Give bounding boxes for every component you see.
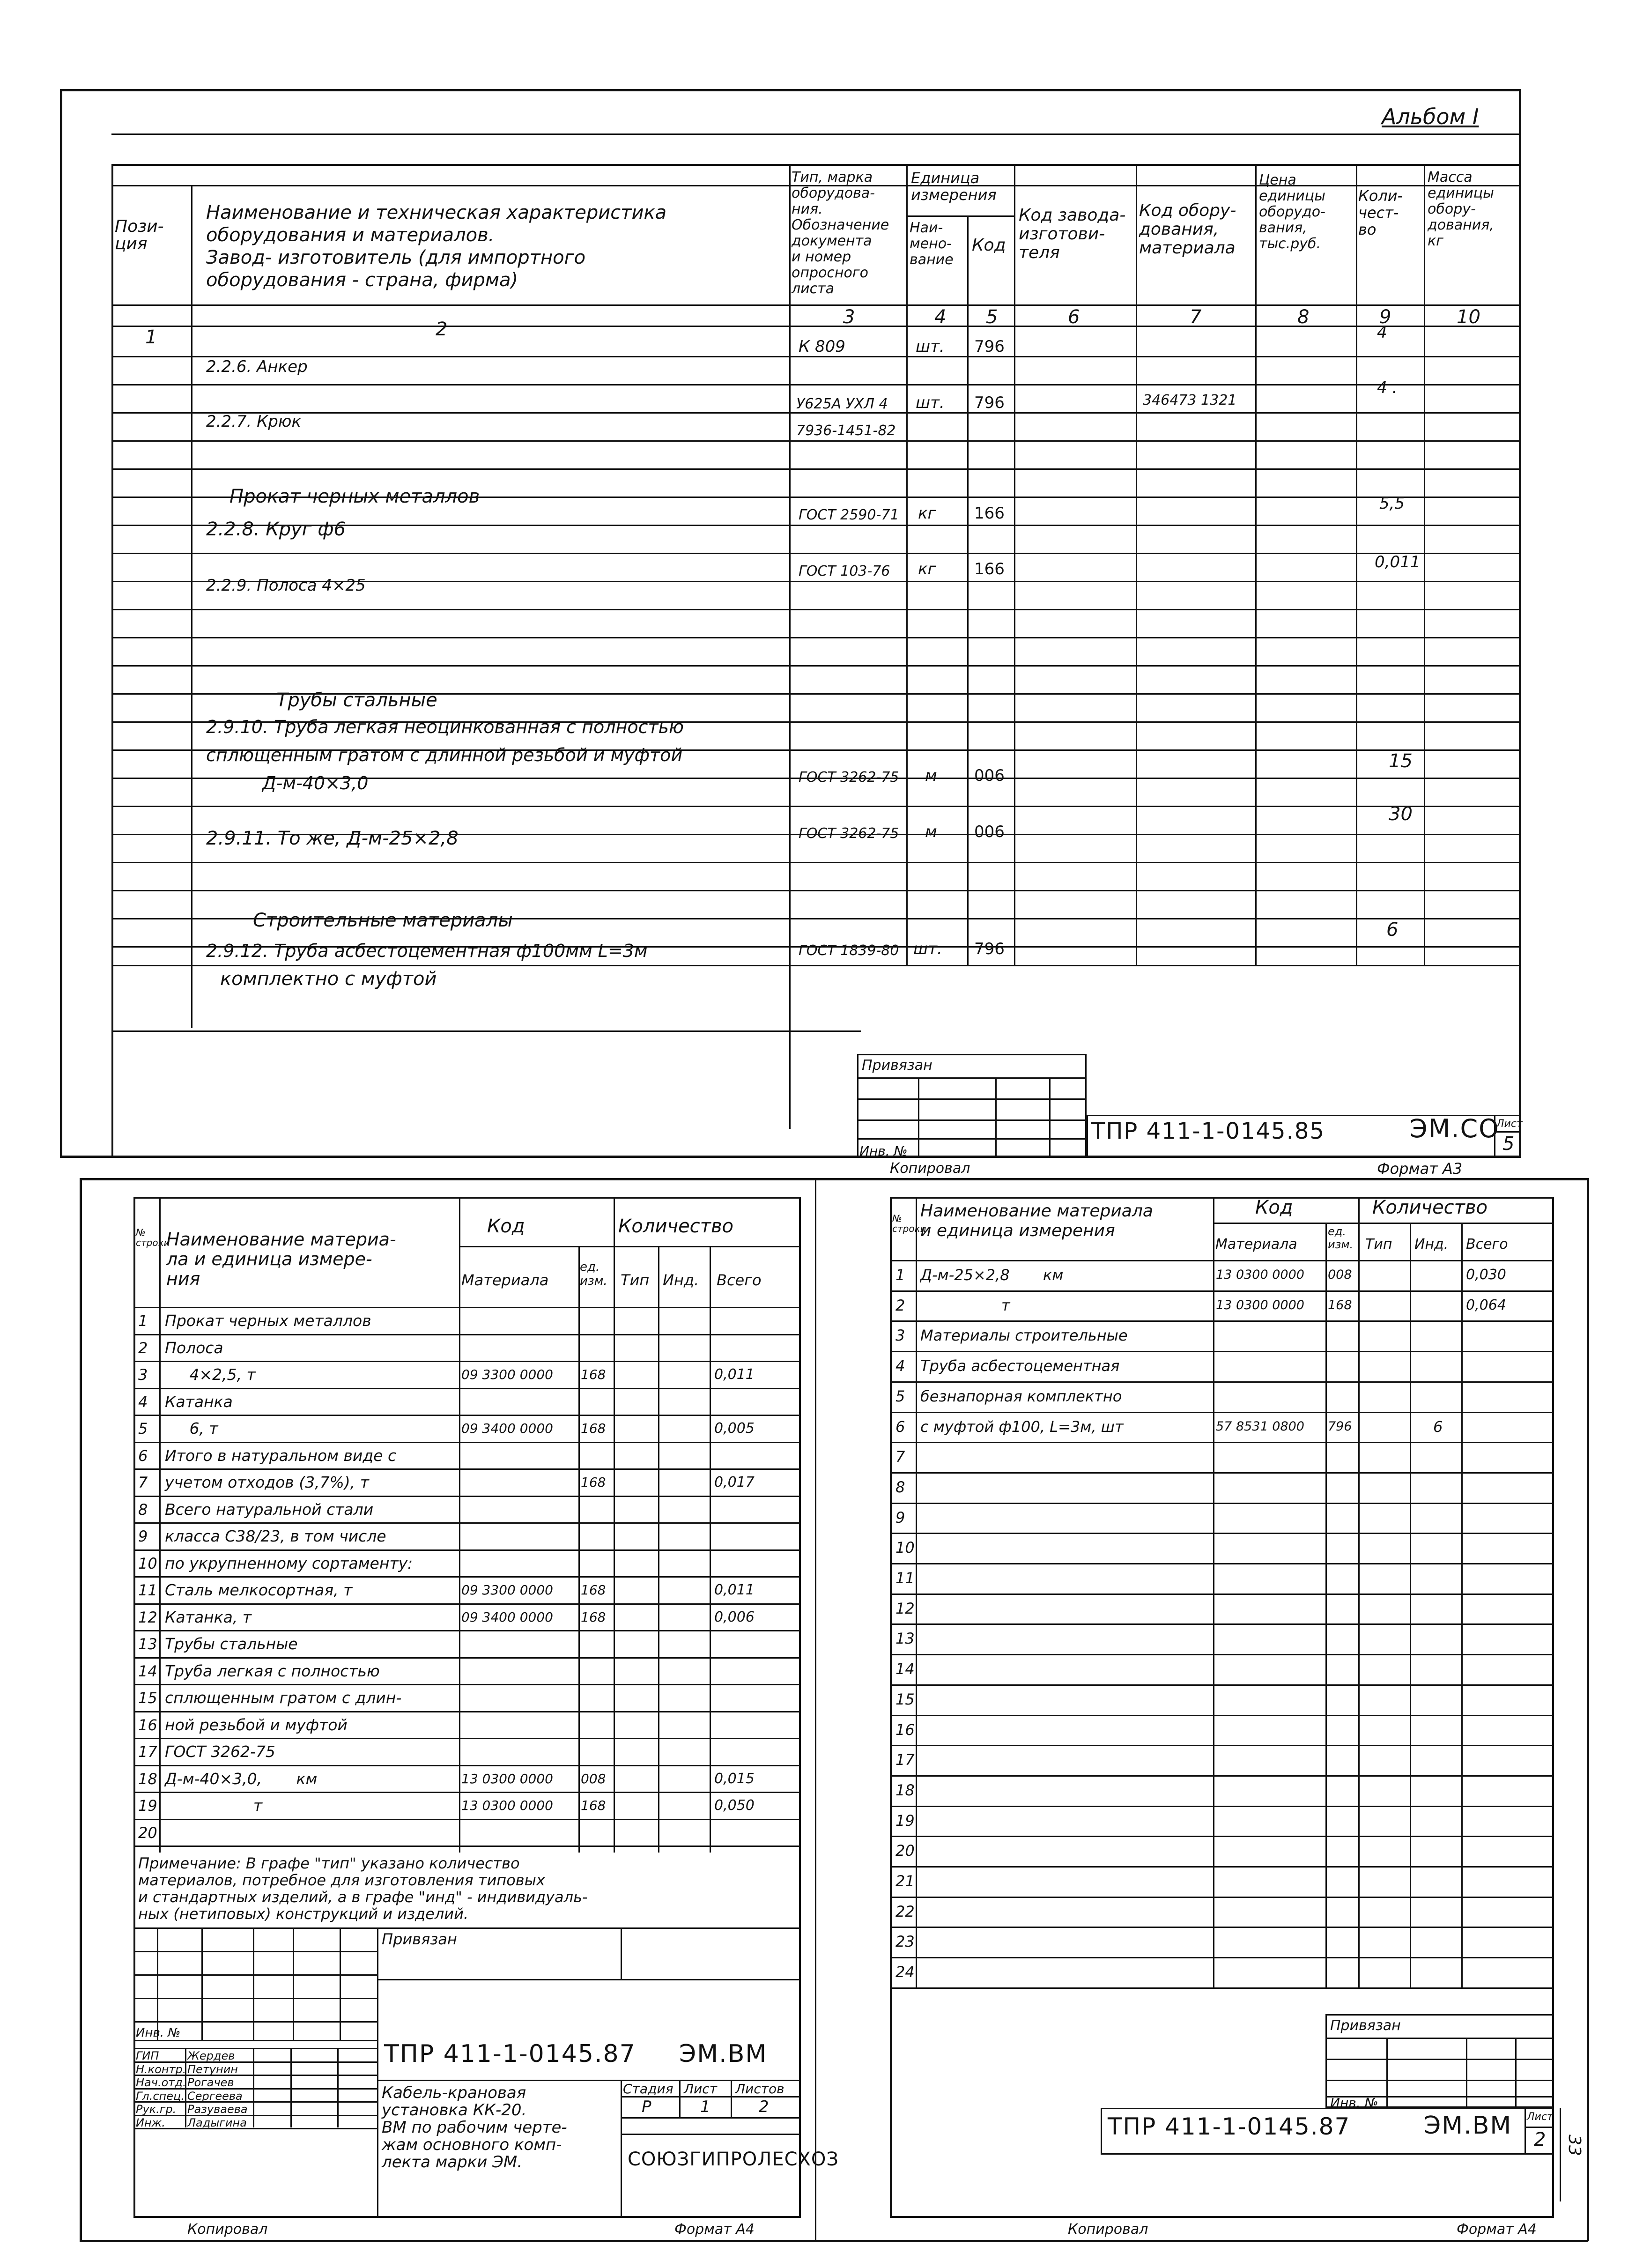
left-row-name: 6, т xyxy=(165,1419,218,1438)
left-row-num: 7 xyxy=(138,1474,148,1491)
right-row-num: 16 xyxy=(896,1720,915,1739)
left-row-divider xyxy=(133,1711,801,1712)
right-inv: Инв. № xyxy=(1330,2095,1378,2111)
top-doc-code: ТПР 411-1-0145.85 xyxy=(1091,1118,1325,1144)
top-row-5-type: ГОСТ 103-76 xyxy=(799,563,890,579)
left-row-divider xyxy=(133,1765,801,1766)
left-row-divider xyxy=(133,1361,801,1362)
right-row-divider xyxy=(890,1442,1554,1443)
top-row-11-qty: 6 xyxy=(1386,919,1399,941)
colnum-5: 5 xyxy=(986,306,998,328)
left-row-num: 6 xyxy=(138,1446,148,1465)
right-row-divider xyxy=(890,1623,1554,1625)
right-row-num: 7 xyxy=(896,1448,905,1466)
top-row-11-name: Строительные материалы xyxy=(253,910,513,931)
left-doc-code: ТПР 411-1-0145.87 xyxy=(384,2040,636,2068)
left-row-total: 0,006 xyxy=(714,1608,755,1625)
right-row-divider xyxy=(890,1715,1554,1716)
left-row-num: 20 xyxy=(138,1823,157,1842)
left-row-name: 4×2,5, т xyxy=(165,1365,256,1384)
right-row-qty: 6 xyxy=(1433,1417,1443,1436)
colnum-6: 6 xyxy=(1068,306,1080,328)
left-row-num: 9 xyxy=(138,1527,148,1545)
left-privyazan: Привязан xyxy=(382,1930,457,1948)
staff-name: Рогачев xyxy=(187,2076,234,2089)
right-row-name: т xyxy=(920,1296,1010,1314)
left-row-name: ГОСТ 3262-75 xyxy=(165,1742,275,1761)
right-row-num: 13 xyxy=(896,1630,915,1648)
left-row-name: учетом отходов (3,7%), т xyxy=(165,1473,369,1491)
top-privyazan: Привязан xyxy=(862,1057,933,1074)
left-row-num: 3 xyxy=(138,1366,148,1384)
top-doc-mark: ЭМ.СО xyxy=(1410,1114,1500,1143)
top-row-9-name: Д-м-40×3,0 xyxy=(262,773,369,793)
left-row-total: 0,005 xyxy=(714,1420,755,1437)
left-row-total: 0,011 xyxy=(714,1582,755,1598)
left-hdr-total: Всего xyxy=(717,1271,762,1289)
right-row-num: 19 xyxy=(896,1811,915,1830)
right-hdr-unit: ед. изм. xyxy=(1328,1225,1354,1251)
right-row-divider xyxy=(890,1897,1554,1898)
left-stage-label: Стадия xyxy=(623,2081,673,2097)
left-format: Формат А4 xyxy=(674,2221,755,2238)
left-row-total: 0,011 xyxy=(714,1366,755,1383)
left-row-num: 2 xyxy=(138,1339,148,1357)
top-row-1-code: 796 xyxy=(974,337,1005,356)
staff-role: Гл.спец. xyxy=(136,2089,185,2103)
right-row-num: 6 xyxy=(896,1417,905,1436)
top-row-10-type: ГОСТ 3262-75 xyxy=(799,825,899,842)
colnum-4: 4 xyxy=(934,306,947,328)
left-row-name: Катанка, т xyxy=(165,1608,252,1626)
staff-role: Инж. xyxy=(136,2116,165,2129)
top-row-1-name: 2.2.6. Анкер xyxy=(206,357,308,376)
left-sheets: 2 xyxy=(759,2098,769,2116)
right-row-divider xyxy=(890,1987,1554,1989)
top-row-1-type: К 809 xyxy=(799,337,845,356)
staff-name: Петунин xyxy=(187,2062,238,2076)
staff-role: Нач.отд. xyxy=(136,2076,186,2089)
left-row-code: 13 0300 0000 xyxy=(461,1798,553,1813)
right-doc-mark: ЭМ.ВМ xyxy=(1424,2112,1512,2140)
hdr-unit-name: Наи- мено- вание xyxy=(910,220,954,268)
left-row-divider xyxy=(133,1468,801,1470)
left-row-code: 09 3300 0000 xyxy=(461,1367,553,1382)
right-format: Формат А4 xyxy=(1457,2221,1537,2238)
colnum-10: 10 xyxy=(1457,306,1480,328)
right-row-num: 24 xyxy=(896,1963,915,1981)
left-row-num: 1 xyxy=(138,1312,148,1330)
left-row-num: 19 xyxy=(138,1797,157,1815)
right-row-num: 21 xyxy=(896,1872,915,1890)
right-row-divider xyxy=(890,1594,1554,1595)
staff-role: Н.контр. xyxy=(136,2062,186,2076)
right-row-num: 4 xyxy=(896,1357,905,1375)
right-row-total: 0,030 xyxy=(1466,1267,1506,1283)
right-row-num: 17 xyxy=(896,1751,915,1769)
top-row-9-unit: м xyxy=(925,766,937,785)
top-row-3-name: Прокат черных металлов xyxy=(229,486,480,507)
right-row-divider xyxy=(890,1806,1554,1807)
left-hdr-ind: Инд. xyxy=(663,1271,699,1289)
colnum-8: 8 xyxy=(1297,306,1310,328)
left-row-unit: 168 xyxy=(581,1421,606,1436)
right-row-num: 8 xyxy=(896,1478,905,1496)
left-row-divider xyxy=(133,1738,801,1739)
right-row-divider xyxy=(890,1957,1554,1958)
top-sheet-label: Лист xyxy=(1496,1118,1523,1130)
staff-divider xyxy=(133,2128,377,2129)
left-title: Кабель-крановая установка КК-20. ВМ по рабочим черте- жам основного комп- лекта марки ЭМ. xyxy=(382,2083,567,2172)
right-row-unit: 008 xyxy=(1328,1267,1352,1282)
right-row-divider xyxy=(890,1836,1554,1837)
hdr-unit-group: Единица измерения xyxy=(911,169,997,204)
hdr-equip-code: Код обору- дования, материала xyxy=(1139,201,1236,258)
left-sheets-label: Листов xyxy=(735,2081,784,2097)
right-row-divider xyxy=(890,1472,1554,1474)
left-row-name: ной резьбой и муфтой xyxy=(165,1715,348,1734)
top-row-12-unit: шт. xyxy=(913,940,942,958)
right-hdr-material: Материала xyxy=(1215,1236,1297,1253)
top-row-5-unit: кг xyxy=(918,560,936,578)
left-copied: Копировал xyxy=(187,2221,268,2238)
top-row-12-name: 2.9.12. Труба асбестоцементная ф100мм L=3м xyxy=(206,941,648,961)
right-row-total: 0,064 xyxy=(1466,1297,1506,1313)
top-row-8-qty: 15 xyxy=(1389,750,1413,772)
right-row-name: Труба асбестоцементная xyxy=(920,1357,1120,1375)
left-row-divider xyxy=(133,1846,801,1847)
right-copied: Копировал xyxy=(1068,2221,1148,2238)
right-hdr-code: Код xyxy=(1255,1197,1293,1218)
right-row-unit: 168 xyxy=(1328,1297,1352,1312)
left-row-divider xyxy=(133,1630,801,1631)
right-row-divider xyxy=(890,1351,1554,1352)
right-row-divider xyxy=(890,1503,1554,1504)
right-row-num: 12 xyxy=(896,1599,915,1617)
right-hdr-qty: Количество xyxy=(1372,1197,1488,1218)
colnum-9: 9 xyxy=(1379,306,1391,328)
left-hdr-code: Код xyxy=(487,1216,525,1237)
right-row-divider xyxy=(890,1412,1554,1413)
left-row-code: 09 3300 0000 xyxy=(461,1582,553,1598)
right-row-num: 15 xyxy=(896,1690,915,1708)
left-row-num: 15 xyxy=(138,1689,157,1707)
top-row-10-unit: м xyxy=(925,823,937,841)
right-row-num: 1 xyxy=(896,1266,905,1284)
right-doc-code: ТПР 411-1-0145.87 xyxy=(1108,2113,1351,2140)
left-row-name: Полоса xyxy=(165,1338,223,1357)
left-row-code: 09 3400 0000 xyxy=(461,1421,553,1436)
right-row-divider xyxy=(890,1654,1554,1655)
left-row-divider xyxy=(133,1334,801,1335)
left-row-total: 0,017 xyxy=(714,1474,755,1490)
top-row-9-type: ГОСТ 3262-75 xyxy=(799,769,899,786)
top-row-12-code: 796 xyxy=(974,940,1005,958)
left-row-name: Труба легкая с полностью xyxy=(165,1661,380,1680)
left-row-num: 17 xyxy=(138,1743,157,1761)
left-row-num: 12 xyxy=(138,1608,157,1626)
top-row-4-code: 166 xyxy=(974,504,1005,523)
staff-role: Рук.гр. xyxy=(136,2103,177,2116)
left-row-divider xyxy=(133,1819,801,1820)
staff-role: ГИП xyxy=(136,2049,159,2062)
left-row-num: 4 xyxy=(138,1393,148,1411)
staff-name: Жердев xyxy=(187,2049,235,2062)
left-row-unit: 168 xyxy=(581,1609,606,1625)
left-sheet: 1 xyxy=(700,2098,710,2116)
top-row-4-name: 2.2.8. Круг ф6 xyxy=(206,519,346,540)
right-row-divider xyxy=(890,1684,1554,1686)
right-row-name: с муфтой ф100, L=3м, шт xyxy=(920,1417,1124,1436)
right-row-divider xyxy=(890,1563,1554,1564)
right-hdr-type: Тип xyxy=(1365,1236,1392,1253)
right-hdr-num: № строки xyxy=(892,1213,926,1234)
right-row-num: 22 xyxy=(896,1902,915,1920)
left-row-divider xyxy=(133,1388,801,1389)
top-row-4-type: ГОСТ 2590-71 xyxy=(799,507,899,523)
right-privyazan: Привязан xyxy=(1330,2017,1401,2034)
right-row-num: 14 xyxy=(896,1660,915,1678)
right-row-name: безнапорная комплектно xyxy=(920,1387,1122,1405)
right-row-num: 10 xyxy=(896,1539,915,1557)
right-hdr-name: Наименование материала и единица измерения xyxy=(920,1201,1153,1240)
left-row-num: 8 xyxy=(138,1500,148,1519)
left-row-code: 13 0300 0000 xyxy=(461,1771,553,1786)
hdr-price: Цена единицы оборудо- вания, тыс.руб. xyxy=(1259,172,1325,252)
right-row-code: 13 0300 0000 xyxy=(1216,1267,1304,1282)
left-row-name: Д-м-40×3,0, км xyxy=(165,1769,318,1788)
top-row-7-name: 2.9.10. Труба легкая неоцинкованная с полностью xyxy=(206,717,684,737)
top-table-frame xyxy=(111,164,1521,1158)
right-row-num: 11 xyxy=(896,1569,915,1587)
right-row-divider xyxy=(890,1290,1554,1292)
top-row-8-name: сплющенным гратом с длинной резьбой и муфтой xyxy=(206,745,683,765)
left-row-name: по укрупненному сортаменту: xyxy=(165,1554,413,1572)
left-hdr-type: Тип xyxy=(621,1271,650,1289)
hdr-mass: Масса единицы обору- дования, кг xyxy=(1428,169,1494,249)
album-label: Альбом I xyxy=(1382,104,1479,129)
left-row-unit: 008 xyxy=(581,1771,606,1786)
staff-name: Ладыгина xyxy=(187,2116,247,2129)
left-row-name: т xyxy=(165,1796,263,1815)
right-row-num: 2 xyxy=(896,1296,905,1314)
colnum-2: 2 xyxy=(436,319,448,340)
top-row-9-qty: 30 xyxy=(1389,803,1413,825)
left-row-code: 09 3400 0000 xyxy=(461,1609,553,1625)
right-row-divider xyxy=(890,1745,1554,1746)
left-row-num: 11 xyxy=(138,1581,157,1599)
left-sheet-label: Лист xyxy=(684,2081,717,2097)
top-row-5-code: 166 xyxy=(974,560,1005,578)
right-row-unit: 796 xyxy=(1328,1419,1352,1434)
left-row-num: 10 xyxy=(138,1554,157,1572)
colnum-1: 1 xyxy=(145,326,157,348)
right-row-divider xyxy=(890,1927,1554,1928)
top-row-4-qty: 5,5 xyxy=(1379,494,1405,513)
top-row-12-type: ГОСТ 1839-80 xyxy=(799,942,899,959)
hdr-unit-code: Код xyxy=(972,236,1006,255)
right-hdr-ind: Инд. xyxy=(1414,1236,1449,1253)
hdr-name: Наименование и техническая характеристика оборудования и материалов. Завод- изготовитель (для импортного оборудования - страна, фирма) xyxy=(206,202,667,291)
left-row-divider xyxy=(133,1549,801,1551)
left-row-divider xyxy=(133,1522,801,1524)
top-inv: Инв. № xyxy=(859,1143,908,1159)
hdr-type: Тип, марка оборудова- ния. Обозначение документа и номер опросного листа xyxy=(792,169,889,297)
left-hdr-unit: ед. изм. xyxy=(580,1260,607,1288)
right-page-num: 33 xyxy=(1564,2135,1584,2156)
right-hdr-total: Всего xyxy=(1466,1236,1508,1253)
left-row-divider xyxy=(133,1415,801,1416)
top-row-10-code: 006 xyxy=(974,823,1005,841)
right-row-divider xyxy=(890,1866,1554,1868)
top-format: Формат А3 xyxy=(1377,1160,1463,1178)
hdr-qty: Коли- чест- во xyxy=(1358,187,1403,238)
left-row-name: Прокат черных металлов xyxy=(165,1312,371,1330)
right-row-num: 20 xyxy=(896,1842,915,1860)
top-row-2-type2: 7936-1451-82 xyxy=(796,422,896,439)
left-row-num: 5 xyxy=(138,1420,148,1438)
left-row-unit: 168 xyxy=(581,1367,606,1382)
left-row-name: Всего натуральной стали xyxy=(165,1500,374,1519)
top-row-5-name: 2.2.9. Полоса 4×25 xyxy=(206,576,366,595)
right-row-name: Материалы строительные xyxy=(920,1327,1128,1345)
left-row-divider xyxy=(133,1442,801,1443)
left-stage: Р xyxy=(642,2098,651,2116)
right-sheet: 2 xyxy=(1534,2129,1546,2150)
left-row-name: Катанка xyxy=(165,1392,233,1411)
left-row-unit: 168 xyxy=(581,1582,606,1598)
left-row-num: 18 xyxy=(138,1770,157,1788)
top-row-2-equip: 346473 1321 xyxy=(1143,392,1237,408)
top-row-4-unit: кг xyxy=(918,504,936,523)
left-hdr-material: Материала xyxy=(461,1271,549,1289)
top-row-13-name: комплектно с муфтой xyxy=(220,968,437,990)
left-inv: Инв. № xyxy=(136,2026,181,2040)
left-hdr-name: Наименование материа- ла и единица измере- ния xyxy=(166,1229,396,1289)
left-row-divider xyxy=(133,1657,801,1659)
right-row-num: 18 xyxy=(896,1781,915,1799)
right-row-divider xyxy=(890,1533,1554,1534)
left-note: Примечание: В графе "тип" указано количество материалов, потребное для изготовления типовых и стандартных изделий, а в графе "инд" - индивидуаль- ных (нетиповых) конструкций и изделий. xyxy=(138,1854,588,1923)
top-row-10-name: 2.9.11. То же, Д-м-25×2,8 xyxy=(206,828,459,849)
left-row-unit: 168 xyxy=(581,1475,606,1490)
top-row-1-qty: 4 xyxy=(1377,323,1387,342)
top-row-6-name: Трубы стальные xyxy=(276,689,437,711)
left-row-name: Сталь мелкосортная, т xyxy=(165,1581,353,1599)
left-row-name: Итого в натуральном виде с xyxy=(165,1446,397,1465)
left-row-divider xyxy=(133,1496,801,1497)
right-row-divider xyxy=(890,1381,1554,1383)
top-row-2-unit: шт. xyxy=(916,393,945,412)
hdr-maker-code: Код завода- изготови- теля xyxy=(1019,206,1126,262)
right-row-code: 57 8531 0800 xyxy=(1216,1419,1304,1434)
left-row-num: 14 xyxy=(138,1662,157,1680)
left-row-divider xyxy=(133,1792,801,1793)
left-row-num: 13 xyxy=(138,1635,157,1653)
staff-name: Разуваева xyxy=(187,2103,248,2116)
colnum-7: 7 xyxy=(1190,306,1202,328)
left-row-unit: 168 xyxy=(581,1798,606,1813)
colnum-3: 3 xyxy=(843,306,855,328)
left-hdr-qty: Количество xyxy=(618,1216,734,1237)
left-doc-mark: ЭМ.ВМ xyxy=(679,2040,768,2068)
left-row-divider xyxy=(133,1684,801,1685)
right-row-num: 23 xyxy=(896,1933,915,1951)
left-row-total: 0,015 xyxy=(714,1770,755,1787)
top-row-2-type: У625А УХЛ 4 xyxy=(796,396,888,412)
right-row-num: 9 xyxy=(896,1508,905,1527)
left-hdr-num: № строки xyxy=(136,1227,170,1248)
left-row-name: сплющенным гратом с длин- xyxy=(165,1689,402,1707)
left-row-num: 16 xyxy=(138,1716,157,1734)
left-row-name: Трубы стальные xyxy=(165,1635,298,1653)
right-row-divider xyxy=(890,1320,1554,1322)
top-row-2-name: 2.2.7. Крюк xyxy=(206,412,302,431)
left-row-total: 0,050 xyxy=(714,1797,755,1814)
right-row-num: 3 xyxy=(896,1327,905,1345)
right-row-num: 5 xyxy=(896,1387,905,1405)
top-copied: Копировал xyxy=(890,1160,970,1177)
top-row-1-unit: шт. xyxy=(916,337,945,356)
right-row-code: 13 0300 0000 xyxy=(1216,1297,1304,1312)
right-row-name: Д-м-25×2,8 км xyxy=(920,1266,1064,1284)
hdr-position: Пози- ция xyxy=(115,217,164,253)
top-sheet: 5 xyxy=(1502,1133,1515,1155)
top-row-9-code: 006 xyxy=(974,766,1005,785)
top-row-5-qty: 0,011 xyxy=(1375,553,1421,571)
left-org: СОЮЗГИПРОЛЕСХОЗ xyxy=(628,2149,839,2170)
left-row-name: класса С38/23, в том числе xyxy=(165,1527,386,1545)
left-row-divider xyxy=(133,1576,801,1578)
top-row-2-code: 796 xyxy=(974,393,1005,412)
right-row-divider xyxy=(890,1775,1554,1777)
right-sheet-label: Лист xyxy=(1527,2111,1553,2123)
staff-name: Сергеева xyxy=(187,2089,243,2103)
left-row-divider xyxy=(133,1603,801,1605)
top-row-2-qty: 4 . xyxy=(1377,378,1398,397)
